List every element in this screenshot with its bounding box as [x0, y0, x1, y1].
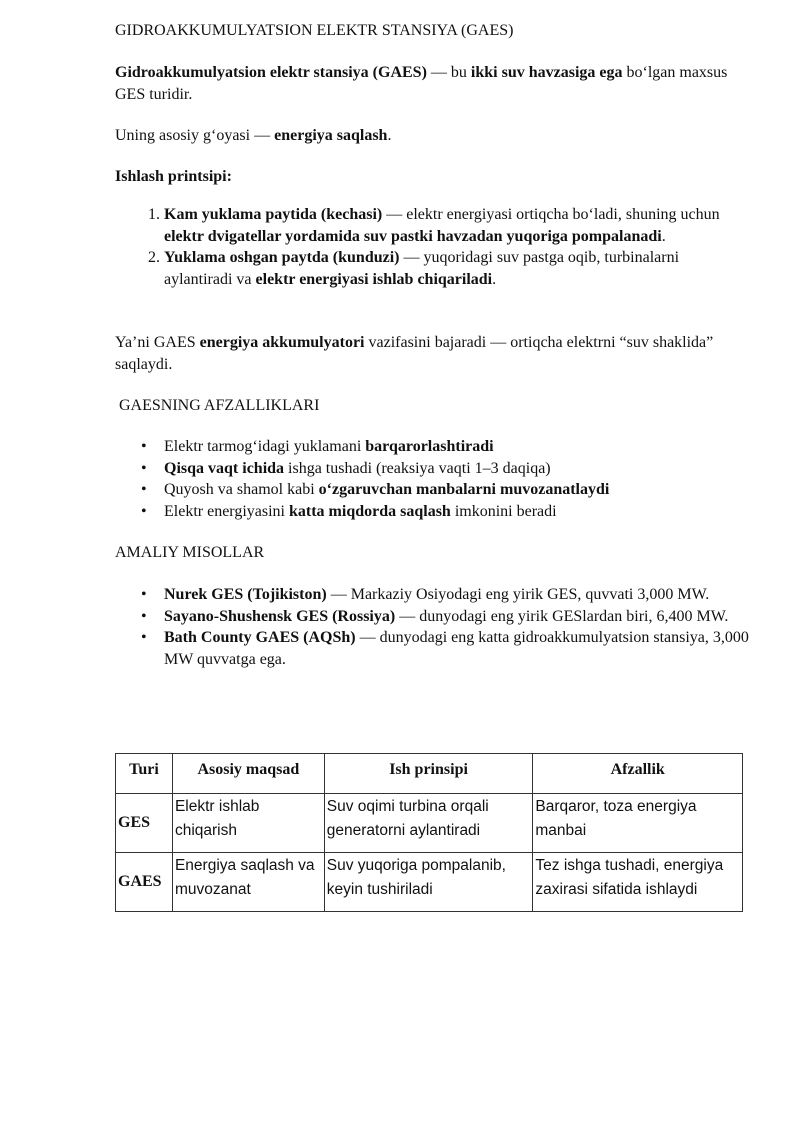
bullet-icon: • — [141, 459, 147, 477]
summary-bold: energiya akkumulyatori — [199, 334, 365, 351]
table-cell: Suv oqimi turbina orqali generatorni aylantiradi — [324, 794, 533, 853]
table-row — [116, 794, 743, 853]
advantage-item — [141, 501, 754, 523]
example-item — [141, 584, 754, 606]
example-text: — dunyodagi eng yirik GESlardan biri, 6,400 MW. — [395, 607, 729, 625]
intro-text: — bu — [426, 64, 471, 81]
step-bold-detail: elektr dvigatellar yordamida suv pastki havzadan yuqoriga pompalanadi — [164, 227, 662, 245]
example-text: — dunyodagi eng katta gidroakkumulyatsion stansiya, 3,000 MW quvvatga ega. — [164, 629, 749, 668]
intro-paragraph — [115, 62, 735, 105]
advantage-item — [141, 436, 754, 458]
step-item — [164, 204, 744, 247]
advantage-bold: barqarorlashtiradi — [365, 438, 494, 455]
table-cell: Tez ishga tushadi, energiya zaxirasi sifatida ishlaydi — [533, 853, 743, 912]
table-cell: Elektr ishlab chiqarish — [172, 794, 324, 853]
table-cell: Barqaror, toza energiya manbai — [533, 794, 743, 853]
example-bold: Bath County GAES (AQSh) — [164, 629, 356, 646]
bullet-icon: • — [141, 438, 147, 455]
bullet-icon: • — [141, 586, 147, 603]
advantage-bold: Qisqa vaqt ichida — [164, 459, 285, 477]
examples-list — [115, 584, 754, 670]
bullet-icon: • — [141, 607, 147, 625]
intro-text-end: bo‘lgan maxsus GES turidir. — [115, 64, 728, 103]
step-bold-detail: elektr energiyasi ishlab chiqariladi — [255, 270, 493, 288]
advantage-bold: katta miqdorda saqlash — [289, 502, 451, 520]
table-header-row — [116, 754, 743, 794]
principle-heading: Ishlash printsipi: — [115, 168, 232, 185]
advantages-list — [115, 436, 754, 522]
step-bold-title: Yuklama oshgan paytda (kunduzi) — [164, 249, 400, 266]
intro-bold-phrase: ikki suv havzasiga ega — [470, 64, 623, 81]
table-header-cell: Afzallik — [533, 754, 743, 794]
step-text-end: . — [661, 227, 666, 245]
intro-bold-term: Gidroakkumulyatsion elektr stansiya (GAES) — [115, 64, 427, 81]
example-item — [141, 606, 754, 628]
table-cell: Suv yuqoriga pompalanib, keyin tushiriladi — [324, 853, 533, 912]
examples-heading: AMALIY MISOLLAR — [115, 544, 265, 561]
document-title: GIDROAKKUMULYATSION ELEKTR STANSIYA (GAES) — [115, 22, 514, 39]
advantage-text-end: imkonini beradi — [450, 502, 557, 520]
bullet-icon: • — [141, 481, 147, 498]
table-header-cell: Ish prinsipi — [324, 754, 533, 794]
advantage-item — [141, 479, 754, 501]
bullet-icon: • — [141, 502, 147, 520]
table-row — [116, 853, 743, 912]
step-text: — yuqoridagi suv pastga oqib, turbinalarni aylantiradi va — [164, 249, 680, 288]
table-cell: Energiya saqlash va muvozanat — [172, 853, 324, 912]
idea-text: Uning asosiy g‘oyasi — — [115, 127, 275, 144]
idea-paragraph — [115, 125, 735, 147]
step-bold-title: Kam yuklama paytida (kechasi) — [164, 206, 383, 223]
advantage-bold: o‘zgaruvchan manbalarni muvozanatlaydi — [318, 481, 610, 498]
advantage-text: Elektr energiyasini — [164, 502, 289, 520]
steps-list — [115, 204, 744, 290]
idea-bold: energiya saqlash — [274, 127, 388, 144]
step-text-end: . — [492, 270, 497, 288]
summary-text-end: vazifasini bajaradi — ortiqcha elektrni “suv shaklida” saqlaydi. — [115, 334, 714, 373]
advantage-text: Elektr tarmog‘idagi yuklamani — [164, 438, 366, 455]
advantage-item — [141, 458, 754, 480]
step-item — [164, 247, 744, 290]
example-bold: Sayano-Shushensk GES (Rossiya) — [164, 607, 396, 625]
example-bold: Nurek GES (Tojikiston) — [164, 586, 327, 603]
summary-paragraph — [115, 332, 725, 375]
table-header-cell: Turi — [116, 754, 173, 794]
summary-text: Ya’ni GAES — [115, 334, 200, 351]
idea-text-end: . — [387, 127, 392, 144]
advantage-text: Quyosh va shamol kabi — [164, 481, 319, 498]
advantages-heading: GAESNING AFZALLIKLARI — [119, 397, 320, 414]
example-text: — Markaziy Osiyodagi eng yirik GES, quvvati 3,000 MW. — [326, 586, 710, 603]
advantage-text-end: ishga tushadi (reaksiya vaqti 1–3 daqiqa) — [284, 459, 551, 477]
step-text: — elektr energiyasi ortiqcha bo‘ladi, shuning uchun — [382, 206, 720, 223]
example-item — [141, 627, 754, 670]
comparison-table — [115, 753, 743, 912]
table-row-label: GES — [116, 794, 173, 853]
table-row-label: GAES — [116, 853, 173, 912]
bullet-icon: • — [141, 629, 147, 646]
table-header-cell: Asosiy maqsad — [172, 754, 324, 794]
